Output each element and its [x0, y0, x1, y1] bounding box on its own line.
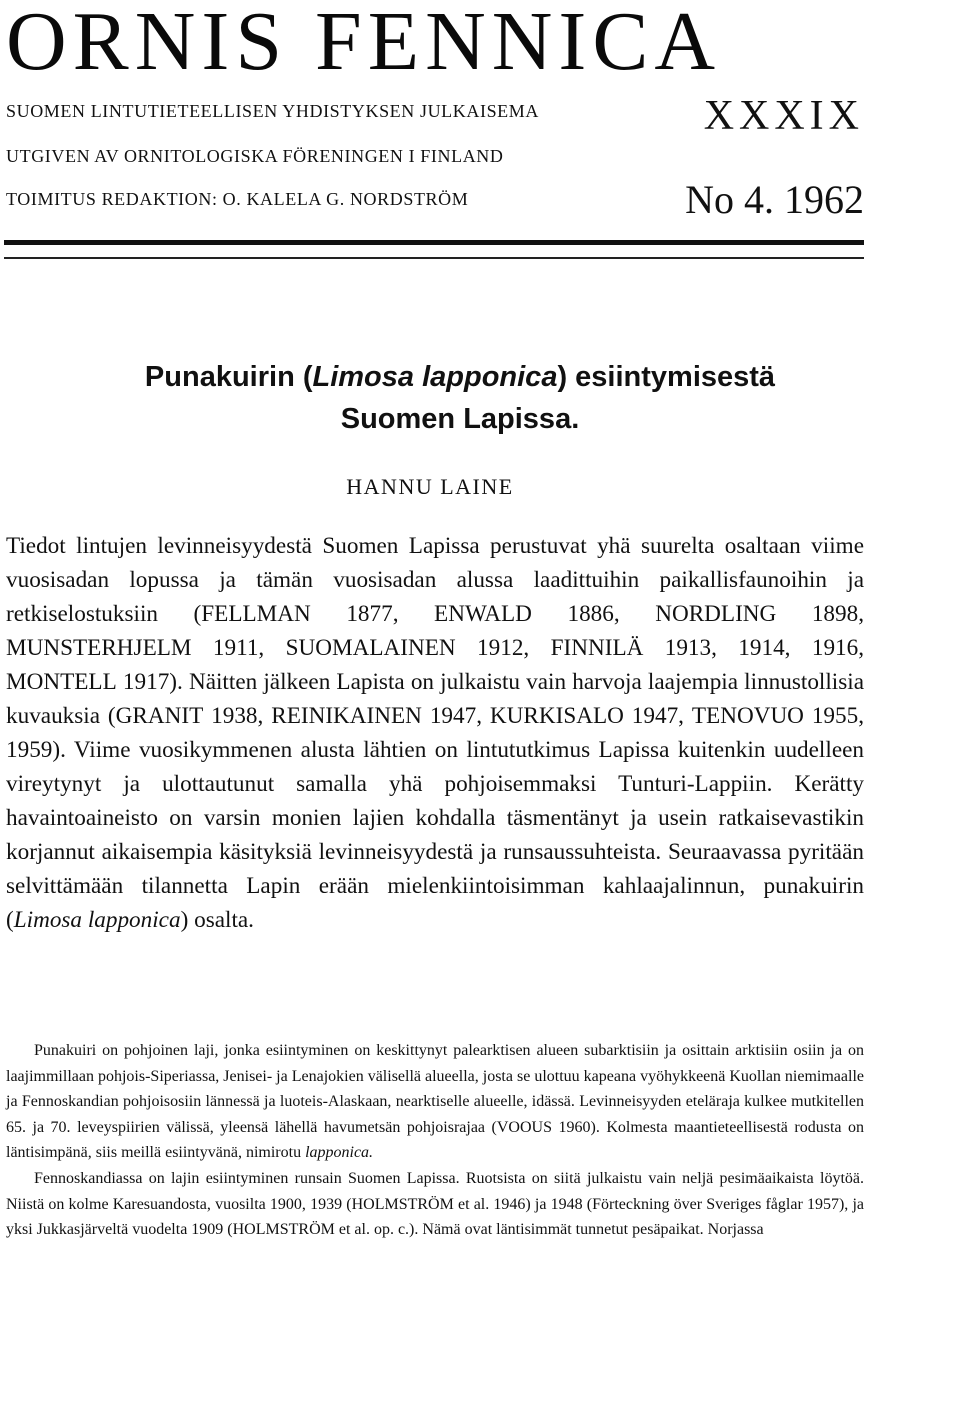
text-run: ) osalta. — [180, 907, 254, 933]
small-paragraph — [6, 1166, 864, 1243]
article-title — [60, 356, 860, 440]
author-citation: HOLMSTRÖM — [351, 1195, 454, 1213]
text-run: 1913, 1914, 1916, — [643, 635, 865, 661]
species-name: Limosa lapponica — [13, 907, 181, 933]
issue-number: No 4. 1962 — [685, 177, 864, 222]
text-run: Punakuiri on pohjoinen laji, jonka esiintyminen on keskittynyt palearktisen alueen subarktisiin ja osittain arktisiin osiin ja on laajimmillaan pohjois-Siperiassa, Jenisei- ja Lenajokien välisellä alueella, josta se ulottuu kapeana vyöhykkeenä Kuollan niemimaalle ja Fennoskandian pohjoisosiin lännessä ja luoteis-Alaskaan, nearktiselle alueelle, idässä. Levinneisyyden eteläraja kulkee mutkitellen 65. ja 70. leveyspiirien välissä, yleensä lähellä havumetsän pohjoisrajaa ( — [6, 1042, 864, 1136]
small-print-section — [6, 1038, 864, 1243]
paragraph — [6, 529, 864, 937]
header-rule-thick — [4, 240, 864, 245]
author-citation: ENWALD — [434, 601, 532, 627]
text-run: 1912, — [455, 635, 551, 661]
species-name: lapponica. — [305, 1144, 374, 1162]
title-species: Limosa lapponica — [312, 361, 558, 393]
body-paragraph — [6, 529, 864, 937]
author-citation: MONTELL — [6, 669, 117, 695]
text-run: et al. op. c.). Nämä ovat läntisimmät tunnetut pesäpaikat. Norjassa — [334, 1221, 764, 1239]
small-paragraph — [6, 1038, 864, 1166]
author-citation: TENOVUO — [691, 703, 804, 729]
author-citation: GRANIT — [115, 703, 204, 729]
author-citation: MUNSTERHJELM — [6, 635, 192, 661]
text-run: 1898, — [776, 601, 864, 627]
text-run: 1877, — [310, 601, 435, 627]
title-part: Punakuirin ( — [144, 361, 313, 393]
publisher-line-finnish: SUOMEN LINTUTIETEELLISEN YHDISTYKSEN JULKAISEMA — [6, 101, 539, 121]
text-run: 1911, — [191, 635, 286, 661]
article-author: HANNU LAINE — [346, 474, 514, 499]
publisher-line-swedish: UTGIVEN AV ORNITOLOGISKA FÖRENINGEN I FINLAND — [6, 146, 504, 166]
text-run: 1886, — [531, 601, 656, 627]
author-citation: HOLMSTRÖM — [232, 1221, 335, 1239]
header-rule-thin — [4, 257, 864, 259]
author-citation: NORDLING — [655, 601, 777, 627]
author-citation: VOOUS — [496, 1118, 552, 1136]
author-citation: SUOMALAINEN — [285, 635, 456, 661]
text-run: Tiedot lintujen levinneisyydestä Suomen Lapissa perustuvat yhä suurelta osaltaan viime vuosisadan lopussa ja tämän vuosisadan alussa laadittuihin paikallisfaunoihin ja retkiselostuksiin ( — [6, 533, 864, 627]
author-citation: KURKISALO — [489, 703, 624, 729]
author-citation: FELLMAN — [201, 601, 311, 627]
text-run: 1960). Kolmesta maantieteellisestä rodusta on läntisimpänä, siis meillä esiintyvänä, nimirotu — [6, 1118, 864, 1162]
volume-number: XXXIX — [703, 93, 864, 139]
text-run: 1955, 1959). Viime vuosikymmenen alusta lähtien on lintututkimus Lapissa kuitenkin uudelleen vireytynyt ja ulottautunut samalla yhä pohjoisemmaksi Tunturi-Lappiin. Kerätty havaintoaineisto on varsin monien lajien kohdalla täsmentänyt ja usein ratkaisevastikin korjannut aikaisempia käsityksiä levinneisyydestä ja runsaussuhteista. Seuraavassa pyritään selvittämään tilannetta Lapin erään mielenkiintoisimman kahlaajalinnun, punakuirin ( — [6, 703, 865, 933]
title-part: ) esiintymisestä — [557, 361, 776, 393]
text-run: 1938, — [203, 703, 272, 729]
text-run: Fennoskandiassa on lajin esiintyminen runsain Suomen Lapissa. Ruotsista on siitä julkaistu vain neljä pesimäaikaista löytöä. Niistä on kolme Karesuandosta, vuosilta 1900, 1939 ( — [6, 1169, 864, 1213]
title-line-2: Suomen Lapissa. — [340, 403, 580, 435]
journal-title: ORNIS FENNICA — [6, 0, 722, 88]
editors-line: TOIMITUS REDAKTION: O. KALELA G. NORDSTRÖM — [6, 189, 469, 209]
text-run: 1947, — [421, 703, 490, 729]
author-citation: REINIKAINEN — [271, 703, 422, 729]
author-citation: FINNILÄ — [550, 635, 644, 661]
text-run: 1917). Näitten jälkeen Lapista on julkaistu vain harvoja laajempia linnustollisia kuvauksia ( — [6, 669, 864, 729]
text-run: et al. 1946) ja 1948 (Förteckning över Sveriges fåglar 1957), ja yksi Jukkasjärveltä vuodelta 1909 ( — [6, 1195, 865, 1239]
text-run: 1947, — [623, 703, 692, 729]
